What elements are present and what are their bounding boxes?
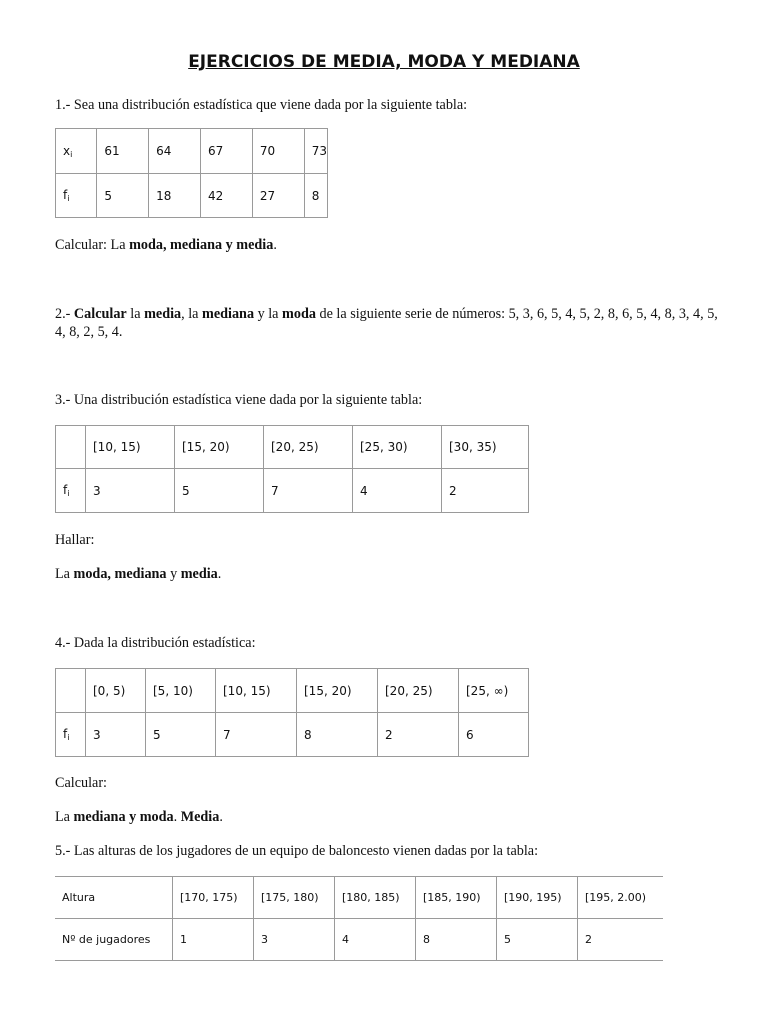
exercise-4-prompt: 4.- Dada la distribución estadística: (55, 635, 256, 651)
table-cell-empty (56, 426, 86, 469)
table-row (56, 669, 529, 713)
table-cell: 3 (86, 713, 146, 757)
table-cell: [170, 175) (173, 877, 254, 919)
table-cell: 5 (146, 713, 216, 757)
table-cell: 8 (297, 713, 378, 757)
table-cell: [25, ∞) (459, 669, 529, 713)
exercise-1-table (55, 128, 328, 218)
table-cell: [20, 25) (264, 426, 353, 469)
exercise-4-table (55, 668, 529, 757)
table-cell: [190, 195) (497, 877, 578, 919)
row-header-f: $f_i$ (56, 174, 97, 218)
exercise-2-prompt: 2.- Calcular la media, la mediana y la moda de la siguiente serie de números: 5, 3, 6, 5, 4, 5, 2, 8, 6, 5, 4, 8, 3, 4, 5, 4, 8, 2, 5, 4. (55, 306, 718, 340)
table-cell: [15, 20) (297, 669, 378, 713)
table-cell: [185, 190) (416, 877, 497, 919)
exercise-5-prompt: 5.- Las alturas de los jugadores de un equipo de baloncesto vienen dadas por la tabla: (55, 843, 539, 859)
table-cell: 4 (335, 919, 416, 961)
table-cell: 5 (175, 469, 264, 513)
row-header-x: $x_i$ (56, 129, 97, 174)
exercise-1-prompt: 1.- Sea una distribución estadística que viene dada por la siguiente tabla: (55, 97, 468, 113)
page-title: EJERCICIOS DE MEDIA, MODA Y MEDIANA (188, 52, 580, 72)
table-cell: 42 (201, 174, 253, 218)
table-cell: [10, 15) (86, 426, 175, 469)
table-cell: [0, 5) (86, 669, 146, 713)
exercise-3-hallar: Hallar: (55, 532, 95, 548)
table-cell: [30, 35) (442, 426, 529, 469)
row-header-jugadores: Nº de jugadores (55, 919, 173, 961)
table-cell: [20, 25) (378, 669, 459, 713)
exercise-3-prompt: 3.- Una distribución estadística viene dada por la siguiente tabla: (55, 392, 423, 408)
table-cell: [15, 20) (175, 426, 264, 469)
table-cell: 4 (353, 469, 442, 513)
table-row (56, 426, 529, 469)
table-row (56, 129, 328, 174)
table-cell: 73 (304, 129, 327, 174)
table-cell: 8 (416, 919, 497, 961)
table-row (56, 469, 529, 513)
table-row (55, 919, 663, 961)
row-header-f: $f_i$ (56, 713, 86, 757)
exercise-3-table (55, 425, 529, 513)
table-cell: 2 (378, 713, 459, 757)
table-cell: [195, 2.00) (578, 877, 664, 919)
table-cell: 6 (459, 713, 529, 757)
table-cell: 7 (216, 713, 297, 757)
table-cell: 7 (264, 469, 353, 513)
table-cell: 2 (442, 469, 529, 513)
table-cell: 70 (252, 129, 304, 174)
exercise-3-task: La moda, mediana y media. (55, 566, 222, 582)
table-cell: 3 (86, 469, 175, 513)
table-cell: [10, 15) (216, 669, 297, 713)
table-row (56, 713, 529, 757)
table-row (56, 174, 328, 218)
table-row (55, 877, 663, 919)
table-cell: [5, 10) (146, 669, 216, 713)
table-cell: 67 (201, 129, 253, 174)
table-cell: 8 (304, 174, 327, 218)
table-cell: 18 (149, 174, 201, 218)
table-cell: [25, 30) (353, 426, 442, 469)
table-cell: 64 (149, 129, 201, 174)
table-cell: 5 (497, 919, 578, 961)
table-cell: [175, 180) (254, 877, 335, 919)
row-header-f: $f_i$ (56, 469, 86, 513)
table-cell: 61 (97, 129, 149, 174)
exercise-1-task: Calcular: La moda, mediana y media. (55, 237, 277, 253)
table-cell: 5 (97, 174, 149, 218)
table-cell-empty (56, 669, 86, 713)
exercise-4-calcular: Calcular: (55, 775, 107, 791)
table-cell: [180, 185) (335, 877, 416, 919)
exercise-4-task: La mediana y moda. Media. (55, 809, 223, 825)
table-cell: 3 (254, 919, 335, 961)
table-cell: 27 (252, 174, 304, 218)
exercise-5-table (55, 876, 663, 961)
table-cell: 1 (173, 919, 254, 961)
table-cell: 2 (578, 919, 664, 961)
row-header-altura: Altura (55, 877, 173, 919)
